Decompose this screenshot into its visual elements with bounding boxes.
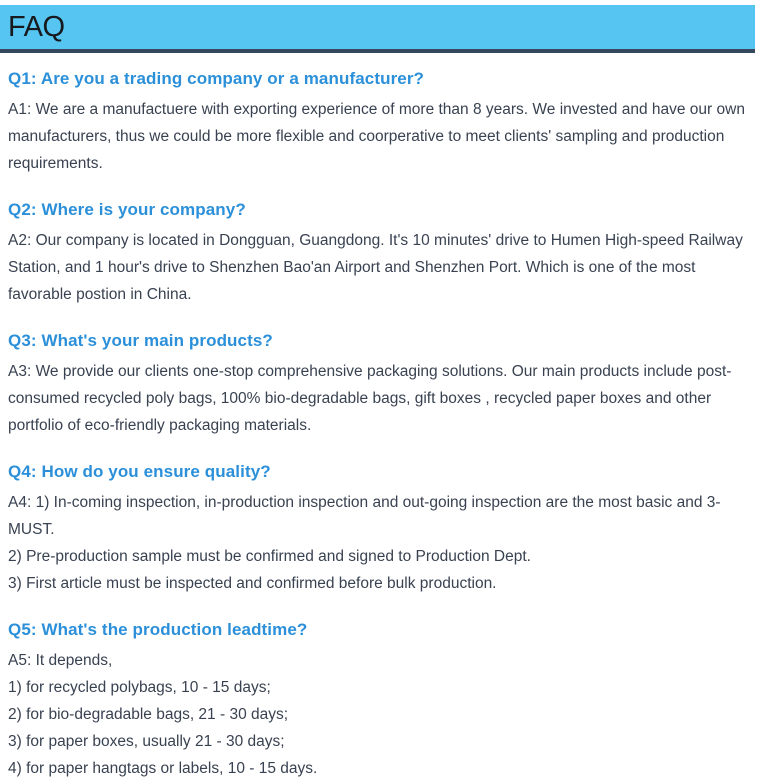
faq-question: Q5: What's the production leadtime? [8, 620, 308, 639]
faq-answer-line: A2: Our company is located in Dongguan, Guangdong. It's 10 minutes' drive to Humen High-speed Railway Station, and 1 hour's drive to Shenzhen Bao'an Airport and Shenzhen Port. Which is one of the most favorable postion in China. [8, 232, 743, 303]
faq-item [8, 620, 753, 782]
faq-list [0, 69, 765, 782]
faq-answer-line: A3: We provide our clients one-stop comprehensive packaging solutions. Our main products include post-consumed recycled poly bags, 100% bio-degradable bags, gift boxes , recycled paper boxes and other portfolio of eco-friendly packaging materials. [8, 363, 732, 434]
faq-answer-line: A1: We are a manufactuere with exporting experience of more than 8 years. We invested and have our own manufacturers, thus we could be more flexible and coorperative to meet clients' sampling and production requirements. [8, 101, 745, 172]
faq-item [8, 200, 753, 308]
faq-answer-line: A5: It depends, [8, 652, 113, 669]
faq-answer-line: 4) for paper hangtags or labels, 10 - 15 days. [8, 760, 318, 777]
faq-answer-line: 3) First article must be inspected and confirmed before bulk production. [8, 575, 497, 592]
faq-section [0, 5, 765, 782]
faq-answer-line: 3) for paper boxes, usually 21 - 30 days; [8, 733, 285, 750]
faq-answer-line: 2) Pre-production sample must be confirmed and signed to Production Dept. [8, 548, 531, 565]
faq-question: Q2: Where is your company? [8, 200, 246, 219]
faq-question: Q1: Are you a trading company or a manufacturer? [8, 69, 425, 88]
faq-item [8, 462, 753, 597]
faq-item [8, 331, 753, 439]
faq-answer-line: A4: 1) In-coming inspection, in-production inspection and out-going inspection are the most basic and 3-MUST. [8, 494, 721, 538]
faq-question: Q3: What's your main products? [8, 331, 273, 350]
faq-question: Q4: How do you ensure quality? [8, 462, 271, 481]
faq-answer-line: 1) for recycled polybags, 10 - 15 days; [8, 679, 271, 696]
faq-page-title: FAQ [8, 10, 65, 43]
faq-item [8, 69, 753, 177]
faq-answer-line: 2) for bio-degradable bags, 21 - 30 days; [8, 706, 289, 723]
faq-header-bar [0, 5, 755, 53]
